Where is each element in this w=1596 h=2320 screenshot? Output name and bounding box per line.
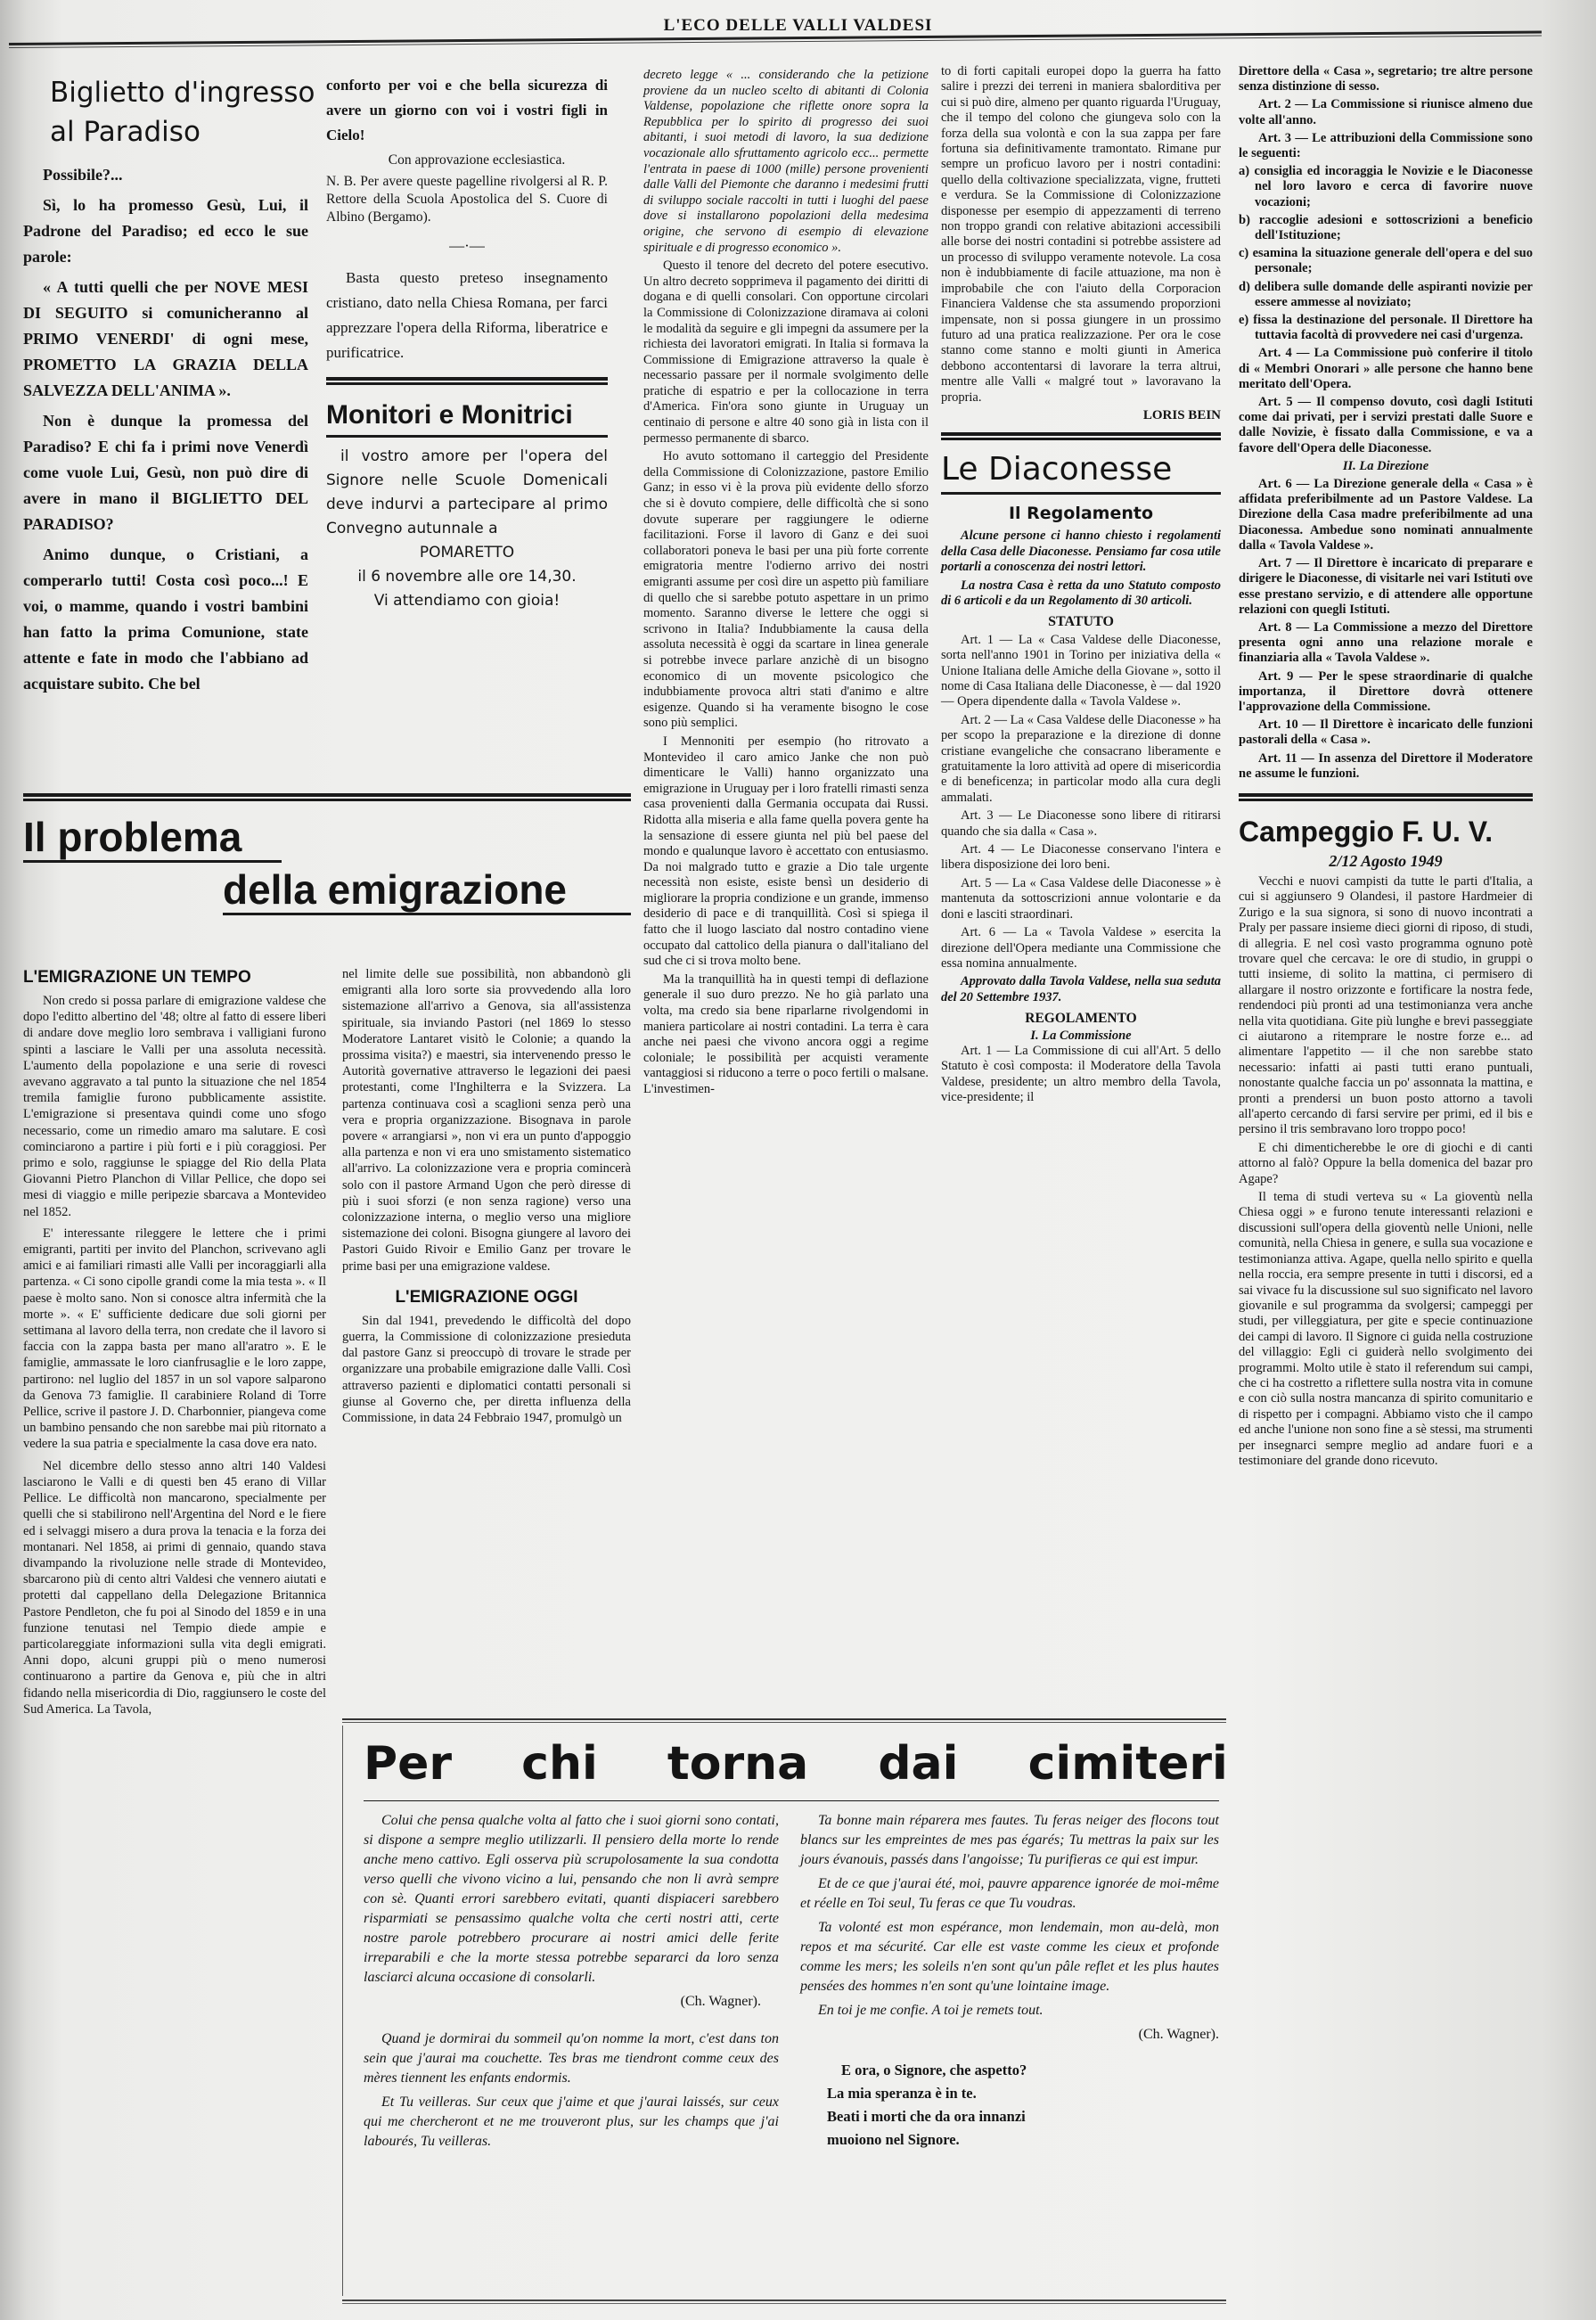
- statuto-article: Art. 3 — Le Diaconesse sono libere di ritirarsi quando che sia dalla « Casa ».: [941, 808, 1221, 839]
- regolamento-title: REGOLAMENTO: [1025, 1011, 1137, 1027]
- regolamento-article: Direttore della « Casa », segretario; tre altre persone senza distinzione di sesso.: [1239, 64, 1533, 94]
- paragraph: Nel dicembre dello stesso anno altri 140 Valdesi lasciarono le Valli e di questi ben 45 erano di Villar Pellice. Le difficoltà non mancarono, specialmente per quelli che si stabilirono nell'Argentina del Nord e le fiere ed i selvaggi misero a dura prova la tenacia e la forza dei montanari. Nel 1858, ai primi di gennaio, quando stava divampando la rivoluzione nelle strade di Montevideo, sbarcarono più di cento altri Valdesi che vennero aiutati e protetti dal cappellano della Delegazione Britannica Pastore Pendleton, che fu poi al Sinodo del 1859 e in una funzione tenutasi nel Tempio diede ampie e particolareggiate informazioni sulla vita degli emigrati. Anni dopo, alcuni gruppi più o meno numerosi continuarono a partire da Genova e, più che in altri fidando nella misericordia di Dio, raggiunsero le coste del Sud America. La Tavola,: [23, 1458, 326, 1717]
- paragraph: Quand je dormirai du sommeil qu'on nomme la mort, c'est dans ton sein que j'aurai ma couchette. Tes bras me tiendront comme ceux des mères tiennent les enfants endormis.: [364, 2031, 779, 2086]
- campeggio-body: [1239, 874, 1533, 1472]
- paragraph: Questo il tenore del decreto del potere esecutivo. Un altro decreto sopprimeva il pagamento dei diritti di dogana e di quelli consolari. Con opportune circolari la Commissione di Colonizzazione diramava ai coloni le modalità da seguire e gli impegni da assumere per la richiesta dei lavoratori emigrati. In Italia si formava la Commissione di Emigrazione attraverso la quale è necessario passare per il normale svolgimento delle pratiche di espatrio e per la collocazione in terra d'America. Fin'ora sono giunte in Uruguay un centinaio di persone e altre 40 sono già in lista con il permesso permanente di sbarco.: [643, 258, 929, 446]
- rule: [364, 1800, 1219, 1801]
- statuto-title: STATUTO: [1048, 614, 1114, 630]
- paragraph: Sì, lo ha promesso Gesù, Lui, il Padrone del Paradiso; ed ecco le sue parole:: [23, 196, 308, 266]
- section-title-emigrazione-oggi: L'EMIGRAZIONE OGGI: [395, 1287, 578, 1307]
- paragraph: Et Tu veilleras. Sur ceux que j'aime et que j'aurai laissés, sur ceux qui me chercheront et ne me trouveront plus, sur les champs que j'ai labourés, Tu veilleras.: [364, 2095, 779, 2149]
- biglietto-continuation: [326, 73, 608, 368]
- paragraph: Ta bonne main réparera mes fautes. Tu feras neiger des flocons tout blancs sur les empreintes de mes pas égarés; Tu mettras la paix sur les jours évanouis, passés dans l'angoisse; Tu purifieras ce qui est impur.: [800, 1813, 1219, 1867]
- campeggio-title: Campeggio F. U. V.: [1239, 815, 1494, 848]
- regolamento-article: Art. 1 — La Commissione di cui all'Art. 5 dello Statuto è così composta: il Moderatore della Tavola Valdese, presidente; un altro membro della Tavola, vice-presidente; il: [941, 1043, 1221, 1105]
- paragraph: Possibile?...: [43, 166, 123, 184]
- paragraph: I Mennoniti per esempio (ho ritrovato a Montevideo il caro amico Janke che non può dimenticare le Valli) hanno organizzato una emigrazione in Uruguay per i loro fratelli rimasti senza casa provenienti dalla Germania occupata dai Russi. Ridotta alla miseria e alla fame quella povera gente ha la sensazione di essere giunta nel più bel paese del mondo e qualunque lavoro è accettato con entusiasmo. Da noi malgrado tutto e grazie a Dio tale urgente necessità non esiste, esiste bensì un desiderio di migliorare la propria condizione e un grande, immenso desiderio di pace e di tranquillità. Così si spiega il fatto che il luogo lasciato dal nostro contadino viene occupato dal cattolico della pianura o dall'italiano del sud che ci si trova molto bene.: [643, 734, 929, 969]
- prayer: [800, 2059, 1219, 2152]
- direzione-title: II. La Direzione: [1342, 458, 1429, 473]
- regolamento-article: Art. 6 — La Direzione generale della « Casa » è affidata preferibilmente ad un Pastore Valdese. La Direzione della Casa madre preferibilmente ad una Diaconessa. Ambedue sono nominati annualmente dalla « Tavola Valdese ».: [1239, 477, 1533, 553]
- paragraph: Sin dal 1941, prevedendo le difficoltà del dopo guerra, la Commissione di colonizzazione presieduta dal pastore Ganz si preoccupò di trovare le strade per organizzare una probabile emigrazione dalle Valli. Così attraverso pazienti e diplomatici contatti personali si giunse al Governo che, per diretta influenza della Commissione, in data 24 Febbraio 1947, promulgò un: [342, 1313, 631, 1426]
- column-e: [1239, 64, 1533, 1472]
- paragraph: E chi dimenticherebbe le ore di giochi e di canti attorno al falò? Oppure la bella domenica del bazar pro Agape?: [1239, 1140, 1533, 1186]
- paragraph: Ta volonté est mon espérance, mon lendemain, mon au-delà, mon repos et ma sécurité. Car elle est vaste comme les cieux et profonde comme les mers; les soleils n'en sont qu'un pâle reflet et les plus hautes pensées des hommes n'en sont qu'une lointaine image.: [800, 1920, 1219, 1994]
- diaconesse-continuation: [1239, 64, 1533, 784]
- signature: (Ch. Wagner).: [680, 1994, 761, 2009]
- monitori-date: il 6 novembre alle ore 14,30.: [357, 568, 577, 586]
- approval-note: Approvato dalla Tavola Valdese, nella sua seduta del 20 Settembre 1937.: [941, 974, 1221, 1004]
- paragraph: Colui che pensa qualche volta al fatto che i suoi giorni sono contati, si dispone a sempre meglio utilizzarli. Il pensiero della morte lo rende anche meno cattivo. Egli osserva più scrupolosamente la sua condotta verso quelli che vivono vicino a lui, pensando che non li avrà sempre con sè. Quanti errori sarebbero evitati, quanti dispiaceri sarebbero risparmiati se pensassimo qualche volta che certi nostri atti, certe nostre parole potrebbero procurare ai nostri amici delle ferite irreparabili e che la morte stessa potrebbe separarci da loro senza lasciarci alcuna occasione di consolarli.: [364, 1813, 779, 1985]
- list-item: a) consiglia ed incoraggia le Novizie e le Diaconesse nel loro lavoro e cerca di favorire nuove vocazioni;: [1239, 164, 1533, 209]
- emigrazione-header: [23, 793, 631, 915]
- regolamento-article: Art. 3 — Le attribuzioni della Commissione sono le seguenti:: [1239, 130, 1533, 161]
- list-item: c) esamina la situazione generale dell'opera e del suo personale;: [1239, 246, 1533, 276]
- emigrazione-title-line1: Il problema: [23, 814, 242, 860]
- rule: [23, 860, 282, 863]
- column-b-top: [326, 73, 608, 613]
- emigrazione-col2: [342, 966, 631, 1277]
- section-title-emigrazione-un-tempo: L'EMIGRAZIONE UN TEMPO: [23, 968, 251, 987]
- emigrazione-title-line2: della emigrazione: [223, 866, 568, 913]
- diaconesse-subtitle: Il Regolamento: [1008, 504, 1154, 524]
- paragraph: Et de ce que j'aurai été, moi, pauvre apparence ignorée de moi-même et réelle en Toi seul, Tu feras ce que Tu voudras.: [800, 1876, 1219, 1911]
- column-a-top: [23, 73, 315, 701]
- regolamento-article: Art. 11 — In assenza del Direttore il Moderatore ne assume le funzioni.: [1239, 750, 1533, 781]
- commissione-title: I. La Commissione: [1030, 1028, 1132, 1043]
- paragraph: to di forti capitali europei dopo la guerra ha fatto salire i prezzi dei terreni in maniera sbalorditiva per cui si può dire, almeno per quanto riguarda l'Uruguay, che il tempo del colono che giungeva solo con la forza della sua volontà e con la sua zappa per fare fortuna sia definitivamente tramontato. Rimane pur sempre un proficuo lavoro per i nostri contadini: quello della coltivazione specializzata, vigne, frutteti e verdura. Se la Commissione di Colonizzazione disponesse per esempio di appezzamenti di terreno non troppo grandi con relative abitazioni accessibili alle borse dei nostri contadini si potrebbe assistere ad un processo di sviluppo veramente notevole. La cosa non è indubbiamente di facile attuazione, ma non è improbabile che con l'aiuto della Corporacion Financiera Valdense che sta assumendo proporzioni impensate, non si possa giungere in un prossimo futuro ad una pratica realizzazione. Per ora le cose stanno come stanno e molti giunti in America debbono accontentarsi di lavorare la terra altrui, mentre alle Valli « malgré tout » lavoravano la propria.: [941, 64, 1221, 405]
- cimiteri-title: Per chi torna dai cimiteri: [364, 1737, 1228, 1791]
- separator: —·—: [449, 237, 485, 254]
- rule: [941, 432, 1221, 440]
- author-signature: LORIS BEIN: [1142, 407, 1221, 422]
- paragraph: « A tutti quelli che per NOVE MESI DI SEGUITO si comunicheranno al PRIMO VENERDI' di ogni mese, PROMETTO LA GRAZIA DELLA SALVEZZA DELL'ANIMA ».: [23, 278, 308, 399]
- cimiteri-box: [342, 1718, 1226, 2307]
- biglietto-body: [23, 162, 308, 701]
- statuto-article: Art. 1 — La « Casa Valdese delle Diaconesse, sorta nell'anno 1901 in Torino per iniziativa della « Unione Italiana delle Amiche della Giovane », sotto il nome di Casa Italiana delle Diaconesse, è — dal 1920 — Opera dipendente dalla « Tavola Valdese ».: [941, 632, 1221, 709]
- paragraph: Ma la tranquillità ha in questi tempi di deflazione generale il suo duro prezzo. Ne ho già parlato una volta, ma credo sia bene riparlarne rivolgendomi in maniera particolare ai nostri contadini. La terra è cara anche nei paesi che vivono ancora oggi a regime coloniale; le possibilità per acquisti veramente vantaggiosi si riducono a terre o poco fertili o malsane. L'investimen-: [643, 971, 929, 1096]
- rule: [342, 1718, 1226, 1723]
- intro-paragraph: Alcune persone ci hanno chiesto i regolamenti della Casa delle Diaconesse. Pensiamo far cosa utile portarli a conoscenza dei nostri lettori.: [941, 529, 1221, 575]
- paragraph: conforto per voi e che bella sicurezza di avere un giorno con voi i vostri figli in Cielo!: [326, 77, 608, 143]
- regolamento-article: Art. 5 — Il compenso dovuto, così dagli Istituti come dai privati, per i servizi prestati dalle Suore e dalle Novizie, è fissato dalla Commissione, e va a favore dell'Opera delle Diaconesse.: [1239, 395, 1533, 455]
- emigrazione-col1-wrap: [23, 966, 326, 1720]
- intro-paragraph: La nostra Casa è retta da uno Statuto composto di 6 articoli e da un Regolamento di 30 articoli.: [941, 578, 1221, 608]
- paragraph: Basta questo preteso insegnamento cristiano, dato nella Chiesa Romana, per farci apprezzare l'opera della Riforma, liberatrice e purificatrice.: [326, 269, 608, 361]
- list-item: d) delibera sulle domande delle aspiranti novizie per essere ammesse al noviziato;: [1239, 279, 1533, 309]
- paragraph: Il tema di studi verteva su « La gioventù nella Chiesa oggi » e furono tenute interessanti relazioni e discussioni sull'opera della gioventù nelle Unioni, nelle comunità, nella Chiesa in genere, e sulla sua vocazione e testimonianza attiva. Agape, quella nello spirito e quella nella roccia, era sempre presente in tutti i discorsi, ed a sai vivace fu la discussione sul suo significato nel lavoro giovanile e sul programma da svolgersi; campeggi per studi, per villeggiatura, per gite e specie continuazione dei campi di lavoro. Il Signore ci guida nella costruzione del villaggio: Egli ci guiderà nello svolgimento dei programmi. Molto utile è stato il referendum sui campi, che ci ha costretto a riflettere sulla nostra vita in comune e con ciò sulla nostra mancanza di spirito comunitario e di rispetto per i compagni. Abbiamo visto che il campo ed anche l'unione non sono fine a sè stessi, ma strumenti per insegnarci sempre meglio ad andare fuori e a testimoniare del grande dono ricevuto.: [1239, 1190, 1533, 1468]
- box-border: [342, 1726, 343, 2296]
- prayer-line: muoiono nel Signore.: [827, 2131, 960, 2148]
- monitori-place: POMARETTO: [419, 544, 515, 562]
- rule: [941, 492, 1221, 495]
- cimiteri-right-col: [800, 1811, 1219, 2152]
- biglietto-title-line1: Biglietto d'ingresso: [50, 77, 315, 109]
- diaconesse-title: Le Diaconesse: [941, 451, 1173, 488]
- regolamento-article: Art. 8 — La Commissione a mezzo del Direttore presenta ogni anno una relazione morale e finanziaria alla « Tavola Valdese ».: [1239, 619, 1533, 666]
- statuto-article: Art. 4 — Le Diaconesse conservano l'intera e libera disposizione dei loro beni.: [941, 842, 1221, 873]
- regolamento-article: Art. 9 — Per le spese straordinarie di qualche importanza, il Direttore dovrà ottenere l'approvazione della Commissione.: [1239, 668, 1533, 714]
- emigrazione-col2-wrap: [342, 966, 631, 1429]
- cimiteri-left-col: [364, 1811, 779, 2156]
- emigrazione-col1: [23, 993, 326, 1720]
- statuto-article: Art. 6 — La « Tavola Valdese » esercita la direzione dell'Opera mediante una Commissione che essa nomina annualmente.: [941, 925, 1221, 971]
- biglietto-title-line2: al Paradiso: [50, 116, 201, 148]
- rule: [342, 2300, 1226, 2304]
- prayer-line: La mia speranza è in te.: [827, 2085, 977, 2102]
- rule: [326, 435, 608, 438]
- rule: [326, 377, 608, 385]
- campeggio-dates: 2/12 Agosto 1949: [1329, 851, 1443, 870]
- diaconesse-body: [941, 500, 1221, 1108]
- monitori-text: il vostro amore per l'opera del Signore nelle Scuole Domenicali deve indurvi a partecipare al primo Convegno autunnale a: [326, 447, 608, 537]
- emigrazione-col4: [941, 64, 1221, 423]
- paragraph: En toi je me confie. A toi je remets tout.: [818, 2003, 1044, 2018]
- list-item: e) fissa la destinazione del personale. Il Direttore ha tuttavia facoltà di provvedere nei casi d'urgenza.: [1239, 313, 1533, 343]
- statuto-article: Art. 2 — La « Casa Valdese delle Diaconesse » ha per scopo la preparazione e la direzione di donne cristiane evangeliche che consacrano liberamente e gratuitamente la loro attività ad opere di misericordia e di beneficenza; in particolar modo alla cura degli ammalati.: [941, 712, 1221, 805]
- prayer-line: Beati i morti che da ora innanzi: [827, 2108, 1026, 2125]
- regolamento-article: Art. 7 — Il Direttore è incaricato di preparare e dirigere le Diaconesse, di visitarle nei vari Istituti ove esse prestano servizio, e di attendere alle opportune relazioni con quegli Istituti.: [1239, 556, 1533, 617]
- rule: [223, 913, 631, 915]
- regolamento-article: Art. 10 — Il Direttore è incaricato delle funzioni pastorali della « Casa ».: [1239, 717, 1533, 748]
- paragraph: Vecchi e nuovi campisti da tutte le parti d'Italia, a cui si aggiunsero 9 Olandesi, il pastore Hardmeier di Zurigo e la sua signora, si sono di nuovo incontrati a Praly per passare insieme dieci giorni di riposo, di studi, di allegria. E nel così vasto programma ognuno potè trovare quel che cercava: le ore di studio, in gruppi o tutti insieme, di solito la mattina, ci permisero di allargare il nostro orizzonte e fortificare la nostra fede, rendendoci più pronti ad una testimonianza vera anche nella vita quotidiana. Gite più lunghe e brevi passeggiate ci aiutarono a ritemprare le nostre forze e... ad alimentare l'appetito — il che non sarebbe stato necessario: infatti ai pasti tutti erano puntuali, nonostante qualche faccia un po' assonnata la mattina, e pronti a prendersi un buon posto attorno a tavoli all'aperto cercando di farsi servire per primi, ed il bis e persino il tris sembravano loro troppo poco!: [1239, 873, 1533, 1137]
- emigrazione-col2b: [342, 1313, 631, 1429]
- signature: (Ch. Wagner).: [1138, 2027, 1219, 2042]
- rule: [1239, 793, 1533, 801]
- list-item: b) raccoglie adesioni e sottoscrizioni a beneficio dell'Istituzione;: [1239, 212, 1533, 243]
- nb-note: N. B. Per avere queste pagelline rivolgersi al R. P. Rettore della Scuola Apostolica del S. Cuore di Albino (Bergamo).: [326, 174, 608, 225]
- paragraph: nel limite delle sue possibilità, non abbandonò gli emigranti alla loro sorte sia provvedendo alla loro sistemazione all'arrivo a Genova, sia all'assistenza spirituale, sia inviando Pastori (nel 1869 lo stesso Moderatore Lantaret visitò le Colonie; a quando la prossima visita?) e maestri, sia intervenendo presso le Autorità governative attraverso le legazioni dei paesi protestanti, come l'Inghilterra e la Svizzera. La partenza continuava così a scaglioni senza però una vera e propria organizzazione. Bisognava in parole povere « arrangiarsi », non vi era un punto d'appoggio alla partenza e non vi era uno smistamento sistematico all'arrivo. La colonizzazione vera e propria comincerà solo con il pastore Armand Ugon che però diresse di più i suoi sforzi (e non senza ragione) verso una colonizzazione interna, o meglio verso una migliore sistemazione dei coloni. Bisogna giungere al lavoro dei Pastori Guido Rivoir e Emilio Ganz per trovare le prime basi per una emigrazione valdese.: [342, 967, 631, 1274]
- rule: [23, 793, 631, 801]
- paragraph: E' interessante rileggere le lettere che i primi emigranti, partiti per invito del Planchon, scrivevano agli amici e ai familiari rimasti alle Valli per incoraggiarli alla partenza. « Ci sono cipolle grandi come la mia testa ». « Il paese è molto sano. Non si conosce altra infermità che la morte ». « E' sufficiente dedicare due soli giorni per settimana al lavoro della terra, non credate che il lavoro si faccia con la zappa basta per mano all'aratro ». E le famiglie, ammassate le loro cianfrusaglie e le loro zappe, partirono: nel luglio del 1857 in un sol vapore salparono da Genova 73 famiglie. Il carabiniere Roland di Torre Pellice, scrive il pastore J. D. Charbonnier, piangeva come un bambino pensando che non sarebbe mai più ritornato a vedere la sua patria e specialmente la casa dove era nato.: [23, 1226, 326, 1452]
- paragraph: Ho avuto sottomano il carteggio del Presidente della Commissione di Colonizzazione, pastore Emilio Ganz; in esso vi è la prova più evidente dello sforzo che si è dovuto compiere, delle difficoltà che si sono dovute superare per raggiungere le odierne facilitazioni. Forse il lavoro di Ganz e dei suoi collaboratori poneva le basi per una più forte corrente emigratoria mentre l'odierno arrivo dei nostri emigranti assume per così dire un aspetto più familiare di quello che si sarebbe potuto aspettare in un primo momento. Saranno diverse le lettere che oggi si scrivono in Italia? Indubbiamente la causa della assoluta necessità è oggi da scartare in linea generale si potrebbe invece parlare anzichè di un bisogno economico di un movente psicologico che indubbiamente provoca altri stati d'animo e altre esigenze. Quando si ha veramente bisogno le cose sono più semplici.: [643, 449, 929, 731]
- monitori-title: Monitori e Monitrici: [326, 400, 573, 430]
- masthead-title: L'ECO DELLE VALLI VALDESI: [663, 16, 933, 35]
- statuto-article: Art. 5 — La « Casa Valdese delle Diaconesse » è mantenuta da sottoscrizioni annue volontarie e da doni e lasciti straordinari.: [941, 875, 1221, 922]
- paragraph: Non è dunque la promessa del Paradiso? E chi fa i primi nove Venerdì come vuole Lui, Gesù, non può dire di avere in mano il BIGLIETTO DEL PARADISO?: [23, 412, 308, 533]
- paragraph: Animo dunque, o Cristiani, a comperarlo tutti! Costa così poco...! E voi, o mamme, quando i vostri bambini han fatto la prima Comunione, state attente e fate in modo che l'abbiano ad acquistare subito. Che bel: [23, 545, 308, 693]
- monitori-closing: Vi attendiamo con gioia!: [373, 592, 561, 610]
- emigrazione-col3-wrap: [643, 68, 929, 1101]
- emigrazione-col3: [643, 68, 929, 1101]
- prayer-line: E ora, o Signore, che aspetto?: [841, 2062, 1027, 2078]
- paragraph: Non credo si possa parlare di emigrazione valdese che dopo l'editto albertino del '48; oltre al fatto di essere liberi di andare dove meglio loro sembrava i valligiani furono spinti a lasciare le Valli per una assoluta necessità. L'aumento della popolazione e una serie di rovesci avevano aggravato a tal punto la situazione che nel 1854 tremila famiglie furono pubblicamente assistite. L'emigrazione si presentava quindi come uno sfogo necessario, come un rimedio amaro ma salutare. E così cominciarono a partire i più forti e i più coraggiosi. Per primo e solo, raggiunse le spiagge del Rio della Plata Giovanni Pietro Planchon di Villar Pellice, che dopo sei mesi di viaggio e mille peripezie sbarcava a Montevideo nel 1852.: [23, 994, 326, 1219]
- regolamento-article: Art. 4 — La Commissione può conferire il titolo di « Membri Onorari » alle persone che hanno bene meritato dell'Opera.: [1239, 346, 1533, 391]
- regolamento-article: Art. 2 — La Commissione si riunisce almeno due volte all'anno.: [1239, 97, 1533, 127]
- biglietto-title: [23, 73, 315, 152]
- monitori-body: [326, 445, 608, 613]
- approval-note: Con approvazione ecclesiastica.: [388, 152, 566, 168]
- decree-quote: decreto legge « ... considerando che la petizione proviene da un nucleo scelto di abitanti di Colonia Valdense, popolazione che riflette onore sopra la Repubblica per lo spirito di progresso dei suoi abitanti, i suoi metodi di lavoro, la sua dedizione vocazionale allo sfruttamento agricolo ecc... permette l'entrata in paese di 1000 (mille) persone provenienti dalle Valli del Piemonte che daranno i medesimi frutti di sviluppo sociale raccolti in tutti i luoghi del paese dove si installarono popolazioni della medesima origine, che servono di esempio di elevazione spirituale e di progresso economico ».: [643, 68, 929, 255]
- column-d: [941, 64, 1221, 1109]
